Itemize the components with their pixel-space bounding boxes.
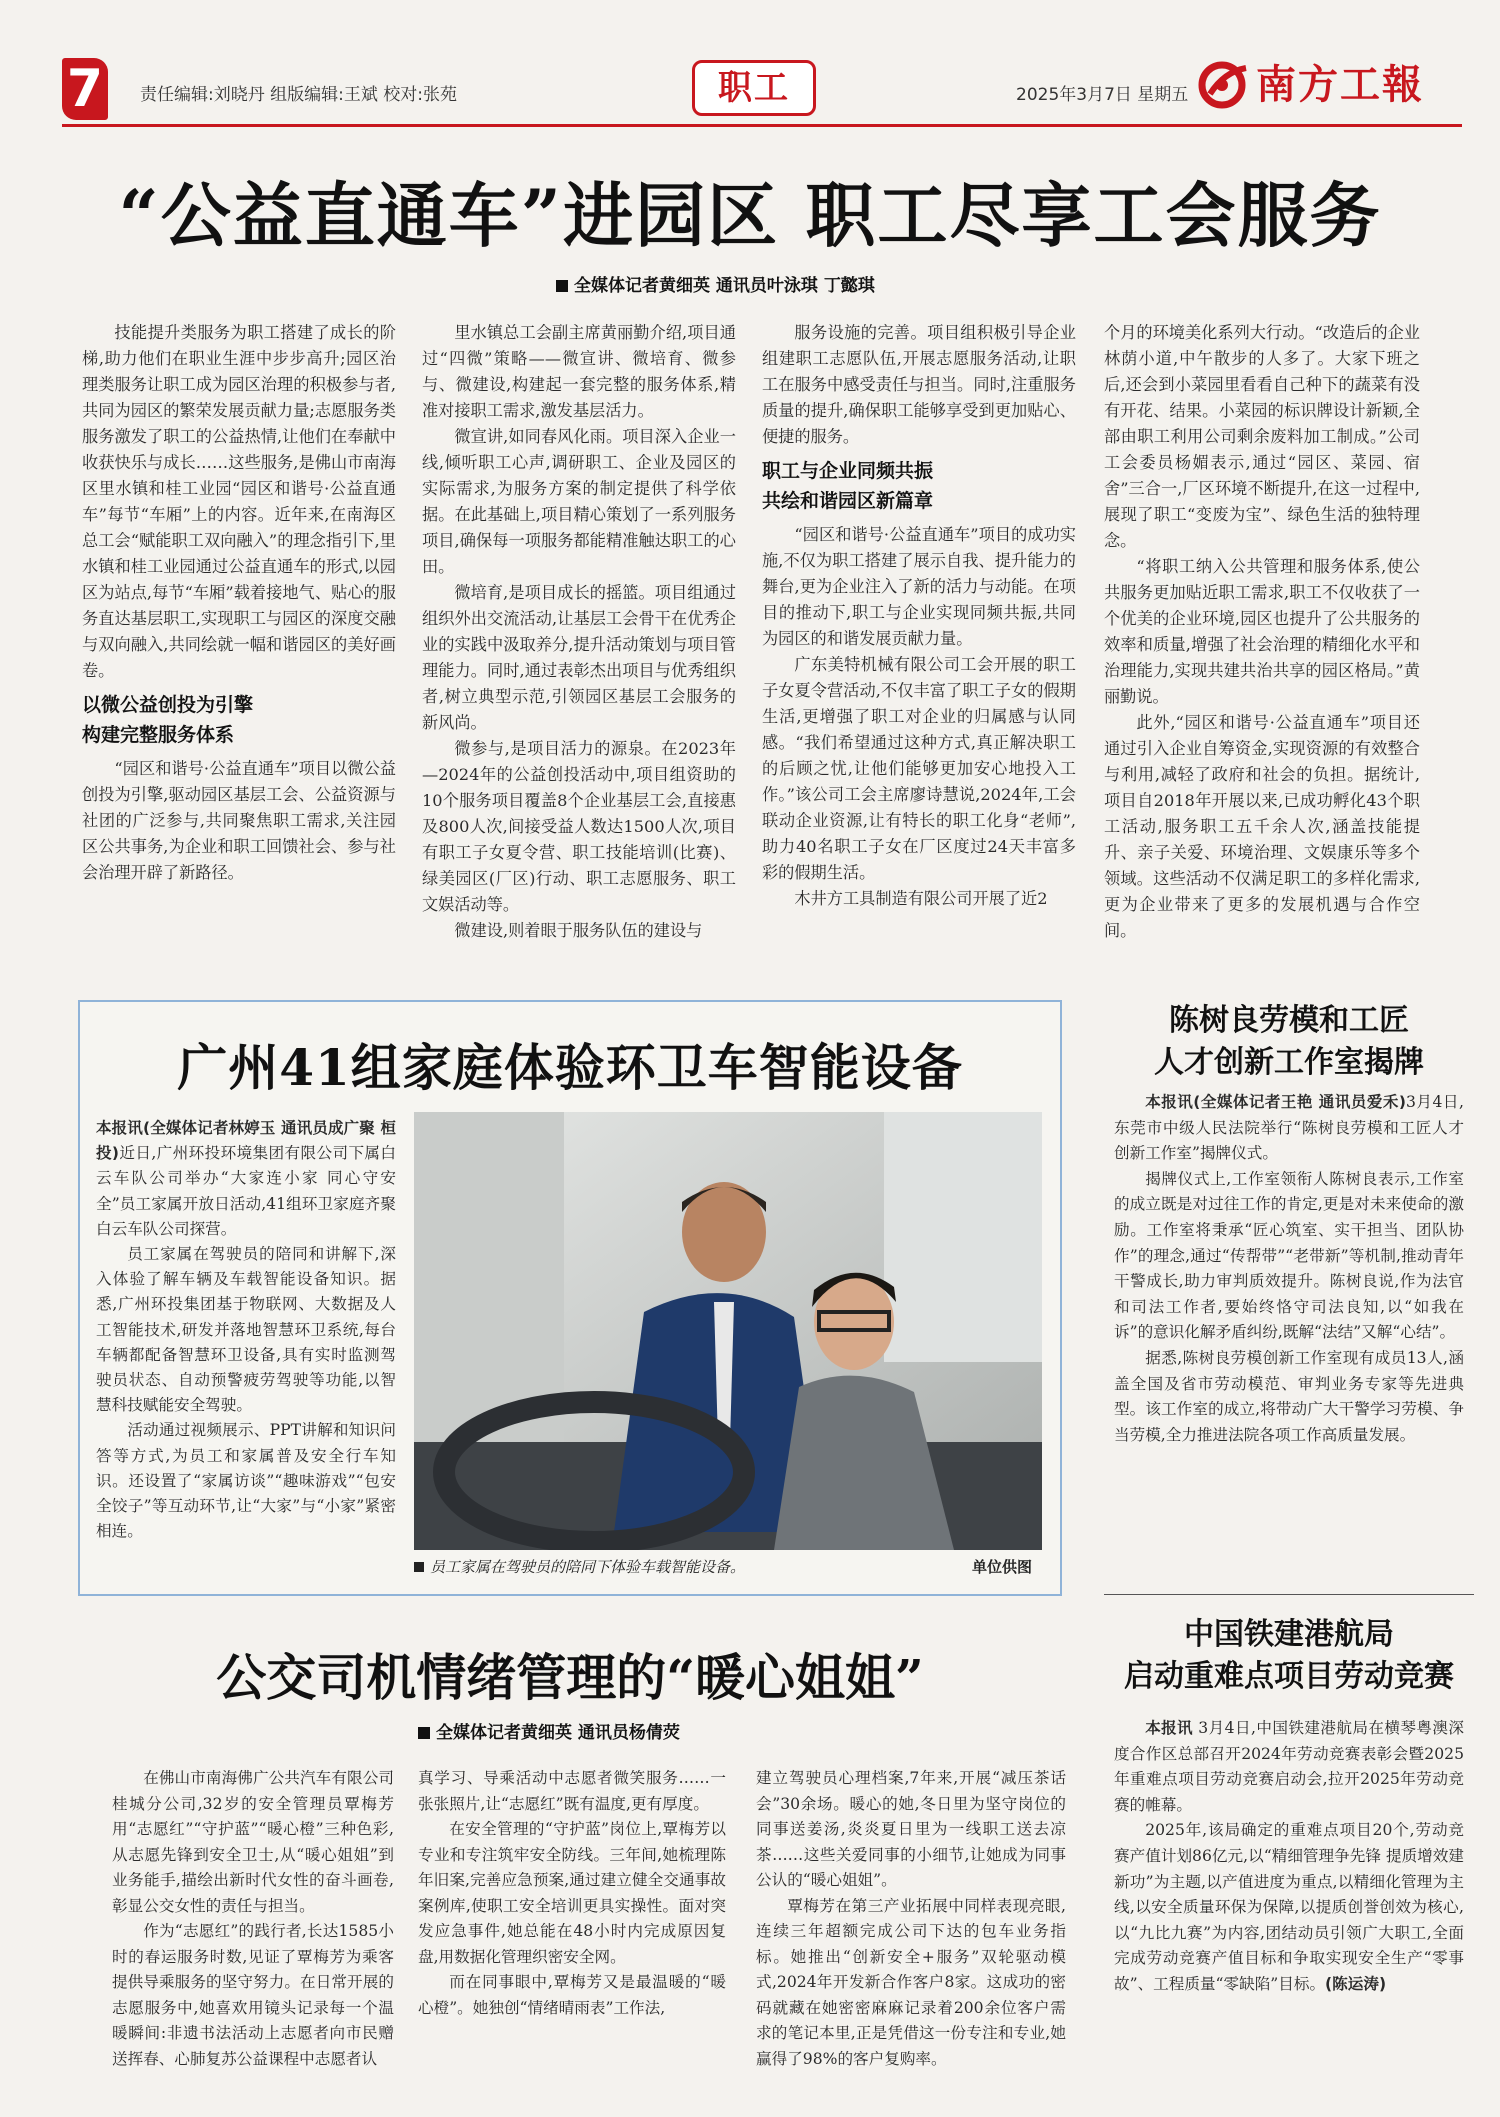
story2-headline: 公交司机情绪管理的“暖心姐姐” [216, 1648, 924, 1707]
lead-subhead-2: 职工与企业同频共振 共绘和谐园区新篇章 [762, 460, 934, 512]
story2-paragraph: 而在同事眼中,覃梅芳又是最温暖的“暖心橙”。她独创“情绪晴雨表”工作法, [418, 1973, 726, 2017]
lead-c3-paragraph: 木井方工具制造有限公司开展了近2 [794, 889, 1048, 908]
lead-column-1 [82, 320, 396, 886]
lead-byline-text: 全媒体记者黄细英 通讯员叶泳琪 丁懿琪 [574, 276, 875, 296]
lead-c2-paragraph: 微培育,是项目成长的摇篮。项目组通过组织外出交流活动,让基层工会骨干在优秀企业的实践中汲取养分,提升活动策划与项目管理能力。同时,通过表彰杰出项目与优秀组织者,树立典型示范,引领园区基层工会服务的新风尚。 [422, 583, 736, 732]
feature-headline: 广州41组家庭体验环卫车智能设备 [177, 1038, 963, 1097]
story2-paragraph: 在佛山市南海佛广公共汽车有限公司桂城分公司,32岁的安全管理员覃梅芳用“志愿红”“守护蓝”“暖心橙”三种色彩,从志愿先锋到安全卫士,从“暖心姐姐”到业务能手,描绘出新时代女性的奋斗画卷,彰显公交女性的责任与担当。 [112, 1769, 394, 1915]
side2-author: (陈运涛) [1325, 1974, 1387, 1993]
feature-photo-image [414, 1112, 1042, 1550]
side2-p2: 2025年,该局确定的重难点项目20个,劳动竞赛产值计划86亿元,以“精细管理争先锋 提质增效建新功”为主题,以产值进度为重点,以精细化管理为主线,以安全质量环保为保障,以提质创誉创效为核心,以“九比九赛”为内容,团结动员引领广大职工,全面完成劳动竞赛产值目标和争取实现安全生产“零事故”、工程质量“零缺陷”目标。 [1114, 1821, 1464, 1993]
side1-headline: 陈树良劳模和工匠 人才创新工作室揭牌 [1154, 1003, 1424, 1080]
newspaper-logo [1196, 58, 1456, 112]
story2-paragraph: 覃梅芳在第三产业拓展中同样表现亮眼,连续三年超额完成公司下达的包车业务指标。她推出“创新安全+服务”双轮驱动模式,2024年开发新合作客户8家。这成功的密码就藏在她密密麻麻记录着200余位客户需求的笔记本里,正是凭借这一份专注和专业,她赢得了98%的客户复购率。 [756, 1896, 1066, 2068]
logo-emblem-icon [1196, 58, 1252, 112]
side2-paragraph [1114, 1716, 1464, 1818]
side2-paragraph [1114, 1818, 1464, 1997]
lead-c4-paragraph: 此外,“园区和谐号·公益直通车”项目还通过引入企业自筹资金,实现资源的有效整合与利用,减轻了政府和社会的负担。据统计,项目自2018年开展以来,已成功孵化43个职工活动,服务职工五千余人次,涵盖技能提升、亲子关爱、环境治理、文娱康乐等多个领域。这些活动不仅满足职工的多样化需求,更为企业带来了更多的发展机遇与合作空间。 [1104, 713, 1420, 940]
story2-paragraph: 在安全管理的“守护蓝”岗位上,覃梅芳以专业和专注筑牢安全防线。三年间,她梳理陈年旧案,完善应急预案,通过建立健全交通事故案例库,使职工安全培训更具实操性。面对突发应急事件,她总能在48小时内完成原因复盘,用数据化管理织密安全网。 [418, 1820, 726, 1966]
feature-body [96, 1116, 396, 1544]
lead-headline: “公益直通车”进园区 职工尽享工会服务 [118, 174, 1382, 257]
lead-c4-paragraph: “将职工纳入公共管理和服务体系,使公共服务更加贴近职工需求,职工不仅收获了一个优美的企业环境,园区也提升了公共服务的效率和质量,增强了社会治理的精细化水平和治理能力,实现共建共治共享的园区格局。”黄丽勤说。 [1104, 557, 1420, 706]
section-badge: 职工 [692, 60, 816, 116]
photo-credit: 单位供图 [971, 1558, 1032, 1576]
issue-date: 2025年3月7日 星期五 [1016, 85, 1189, 105]
story2-byline-text: 全媒体记者黄细英 通讯员杨倩荧 [436, 1723, 680, 1743]
feature-photo [414, 1112, 1042, 1550]
lead-c2-paragraph: 里水镇总工会副主席黄丽勤介绍,项目通过“四微”策略——微宣讲、微培育、微参与、微建设,构建起一套完整的服务体系,精准对接职工需求,激发基层活力。 [422, 323, 736, 420]
lead-c3-paragraph: “园区和谐号·公益直通车”项目的成功实施,不仅为职工搭建了展示自我、提升能力的舞台,更为企业注入了新的活力与动能。在项目的推动下,职工与企业实现同频共振,共同为园区的和谐发展贡献力量。 [762, 525, 1076, 648]
lead-c1-paragraph: “园区和谐号·公益直通车”项目以微公益创投为引擎,驱动园区基层工会、公益资源与社团的广泛参与,共同聚焦职工需求,关注园区公共事务,为企业和职工回馈社会、参与社会治理开辟了新路径。 [82, 759, 396, 882]
feature-paragraph: 员工家属在驾驶员的陪同和讲解下,深入体验了解车辆及车载智能设备知识。据悉,广州环投集团基于物联网、大数据及人工智能技术,研发并落地智慧环卫系统,每台车辆都配备智慧环卫设备,具有实时监测驾驶员状态、自动预警疲劳驾驶等功能,以智慧科技赋能安全驾驶。 [96, 1245, 396, 1415]
lead-c3-paragraph: 服务设施的完善。项目组积极引导企业组建职工志愿队伍,开展志愿服务活动,让职工在服务中感受责任与担当。同时,注重服务质量的提升,确保职工能够享受到更加贴心、便捷的服务。 [762, 323, 1076, 446]
lead-c3-paragraph: 广东美特机械有限公司工会开展的职工子女夏令营活动,不仅丰富了职工子女的假期生活,更增强了职工对企业的归属感与认同感。“我们希望通过这种方式,真正解决职工的后顾之忧,让他们能够更加安心地投入工作。”该公司工会主席廖诗慧说,2024年,工会联动企业资源,让有特长的职工化身“老师”,助力40名职工子女在厂区度过24天丰富多彩的假期生活。 [762, 655, 1076, 882]
feature-p1: 近日,广州环投环境集团有限公司下属白云车队公司举办“大家连小家 同心守安全”员工家属开放日活动,41组环卫家庭齐聚白云车队公司探营。 [96, 1144, 396, 1238]
editor-credits: 责任编辑:刘晓丹 组版编辑:王斌 校对:张苑 [140, 85, 457, 105]
feature-paragraph [96, 1116, 396, 1242]
side-divider [1104, 1594, 1474, 1595]
side2-dateline: 本报讯 [1145, 1719, 1193, 1737]
page-number: 7 [62, 58, 108, 120]
lead-column-2 [422, 320, 736, 944]
logo-text: 南方工報 [1256, 61, 1424, 108]
side2-p1: 3月4日,中国铁建港航局在横琴粤澳深度合作区总部召开2024年劳动竞赛表彰会暨2025年重难点项目劳动竞赛启动会,拉开2025年劳动竞赛的帷幕。 [1114, 1719, 1464, 1814]
feature-dateline: 本报讯(全媒体记者林婷玉 通讯员成广聚 桓投) [96, 1119, 396, 1163]
story2-column-2 [418, 1766, 726, 2021]
story2-paragraph: 建立驾驶员心理档案,7年来,开展“减压茶话会”30余场。暖心的她,冬日里为坚守岗位的同事送姜汤,炎炎夏日里为一线职工送去凉茶……这些关爱同事的小细节,让她成为同事公认的“暖心姐姐”。 [756, 1769, 1066, 1889]
side1-p1: 3月4日,东莞市中级人民法院举行“陈树良劳模和工匠人才创新工作室”揭牌仪式。 [1114, 1093, 1464, 1163]
lead-c2-paragraph: 微建设,则着眼于服务队伍的建设与 [454, 921, 703, 940]
lead-column-4 [1104, 320, 1420, 944]
side1-paragraph [1114, 1090, 1464, 1167]
side2-body [1114, 1716, 1464, 1998]
side1-dateline: 本报讯(全媒体记者王艳 通讯员爱禾) [1145, 1093, 1406, 1111]
side1-body [1114, 1090, 1464, 1448]
header-rule [62, 124, 1462, 127]
lead-column-3 [762, 320, 1076, 912]
lead-c1-paragraph: 技能提升类服务为职工搭建了成长的阶梯,助力他们在职业生涯中步步高升;园区治理类服务让职工成为园区治理的积极参与者,共同为园区的繁荣发展贡献力量;志愿服务类服务激发了职工的公益热情,让他们在奉献中收获快乐与成长……这些服务,是佛山市南海区里水镇和桂工业园“园区和谐号·公益直通车”每节“车厢”上的内容。近年来,在南海区总工会“赋能职工双向融入”的理念指引下,里水镇和桂工业园通过公益直通车的形式,以园区为站点,每节“车厢”载着接地气、贴心的服务直达基层职工,实现职工与园区的深度交融与双向融入,共同绘就一幅和谐园区的美好画卷。 [82, 323, 396, 680]
side1-paragraph: 据悉,陈树良劳模创新工作室现有成员13人,涵盖全国及省市劳动模范、审判业务专家等先进典型。该工作室的成立,将带动广大干警学习劳模、争当劳模,全力推进法院各项工作高质量发展。 [1114, 1348, 1464, 1444]
story2-paragraph: 真学习、导乘活动中志愿者微笑服务……一张张照片,让“志愿红”既有温度,更有厚度。 [418, 1769, 726, 1813]
side1-paragraph: 揭牌仪式上,工作室领衔人陈树良表示,工作室的成立既是对过往工作的肯定,更是对未来使命的激励。工作室将秉承“匠心筑室、实干担当、团队协作”的理念,通过“传帮带”“老带新”等机制,推动青年干警成长,助力审判质效提升。陈树良说,作为法官和司法工作者,要始终恪守司法良知,以“如我在诉”的意识化解矛盾纠纷,既解“法结”又解“心结”。 [1114, 1169, 1464, 1342]
feature-caption [414, 1556, 1042, 1577]
lead-byline [556, 271, 875, 296]
side2-headline: 中国铁建港航局 启动重难点项目劳动竞赛 [1124, 1617, 1454, 1694]
story2-byline [418, 1718, 680, 1743]
story2-column-1 [112, 1766, 394, 2072]
caption-marker [414, 1562, 424, 1572]
lead-c4-paragraph: 个月的环境美化系列大行动。“改造后的企业林荫小道,中午散步的人多了。大家下班之后,还会到小菜园里看看自己种下的蔬菜有没有开花、结果。小菜园的标识牌设计新颖,全部由职工利用公司剩余废料加工制成。”公司工会委员杨媚表示,通过“园区、菜园、宿舍”三合一,厂区环境不断提升,在这一过程中,展现了职工“变废为宝”、绿色生活的独特理念。 [1104, 323, 1420, 550]
story2-column-3 [756, 1766, 1066, 2072]
caption-text: 员工家属在驾驶员的陪同下体验车载智能设备。 [430, 1558, 746, 1576]
lead-c2-paragraph: 微宣讲,如同春风化雨。项目深入企业一线,倾听职工心声,调研职工、企业及园区的实际需求,为服务方案的制定提供了科学依据。在此基础上,项目精心策划了一系列服务项目,确保每一项服务都能精准触达职工的心田。 [422, 427, 736, 576]
story2-paragraph: 作为“志愿红”的践行者,长达1585小时的春运服务时数,见证了覃梅芳为乘客提供导乘服务的坚守努力。在日常开展的志愿服务中,她喜欢用镜头记录每一个温暖瞬间:非遗书法活动上志愿者向市民赠送挥春、心肺复苏公益课程中志愿者认 [112, 1922, 394, 2068]
lead-subhead-1: 以微公益创投为引擎 构建完整服务体系 [82, 694, 254, 746]
lead-c2-paragraph: 微参与,是项目活力的源泉。在2023年—2024年的公益创投活动中,项目组资助的10个服务项目覆盖8个企业基层工会,直接惠及800人次,间接受益人数达1500人次,项目有职工子女夏令营、职工技能培训(比赛)、绿美园区(厂区)行动、职工志愿服务、职工文娱活动等。 [422, 739, 736, 914]
feature-paragraph: 活动通过视频展示、PPT讲解和知识问答等方式,为员工和家属普及安全行车知识。还设置了“家属访谈”“趣味游戏”“包安全饺子”等互动环节,让“大家”与“小家”紧密相连。 [96, 1421, 396, 1541]
